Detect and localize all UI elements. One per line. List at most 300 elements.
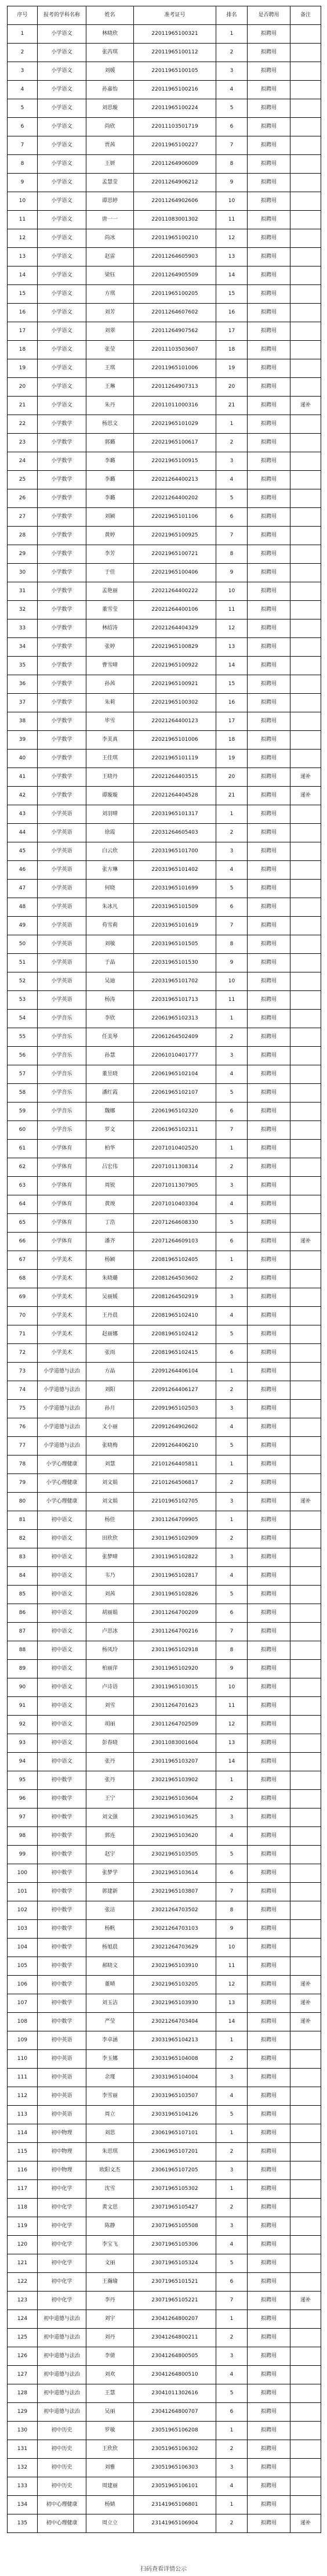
cell-note — [290, 1660, 321, 1678]
cell-name: 谭思婷 — [86, 192, 134, 211]
cell-seq: 50 — [8, 935, 38, 954]
cell-note — [290, 2329, 321, 2347]
cell-ticket: 23051965106208 — [134, 2422, 216, 2440]
table-row — [8, 471, 321, 489]
cell-seq: 9 — [8, 174, 38, 192]
cell-ticket: 22021965100915 — [134, 452, 216, 471]
cell-subject: 小学语文 — [38, 266, 86, 285]
cell-subject: 小学语文 — [38, 192, 86, 211]
cell-result: 拟聘用 — [248, 44, 290, 62]
cell-seq: 45 — [8, 842, 38, 861]
cell-name: 赵丽娜 — [86, 1325, 134, 1344]
cell-result: 拟聘用 — [248, 1121, 290, 1140]
cell-rank: 13 — [216, 248, 248, 266]
cell-seq: 91 — [8, 1697, 38, 1716]
cell-name: 唐一一 — [86, 211, 134, 229]
cell-name: 潘红霞 — [86, 1084, 134, 1103]
cell-note — [290, 25, 321, 44]
cell-rank: 11 — [216, 1957, 248, 1976]
cell-subject: 小学体育 — [38, 1140, 86, 1158]
cell-seq: 109 — [8, 2031, 38, 2050]
cell-subject: 小学英语 — [38, 805, 86, 824]
cell-seq: 105 — [8, 1957, 38, 1976]
table-row — [8, 545, 321, 564]
cell-note: 递补 — [290, 1493, 321, 1511]
cell-result: 拟聘用 — [248, 1864, 290, 1883]
cell-ticket: 23011965102918 — [134, 1641, 216, 1660]
cell-result: 拟聘用 — [248, 155, 290, 174]
cell-name: 余瑾 — [86, 2069, 134, 2087]
cell-name: 张丹 — [86, 1753, 134, 1771]
cell-rank: 1 — [216, 1455, 248, 1474]
cell-rank: 4 — [216, 1307, 248, 1325]
cell-ticket: 22081965102412 — [134, 1325, 216, 1344]
table-row — [8, 657, 321, 675]
cell-result: 拟聘用 — [248, 1641, 290, 1660]
cell-note — [290, 211, 321, 229]
cell-note — [290, 657, 321, 675]
cell-seq: 108 — [8, 2013, 38, 2031]
cell-ticket: 22021965100406 — [134, 564, 216, 582]
cell-subject: 小学音乐 — [38, 1047, 86, 1065]
header-note: 备注 — [290, 6, 321, 25]
cell-subject: 小学语文 — [38, 359, 86, 378]
table-row — [8, 211, 321, 229]
cell-ticket: 22031965101402 — [134, 861, 216, 880]
cell-ticket: 23071965105306 — [134, 2236, 216, 2254]
cell-name: 刘欢 — [86, 2366, 134, 2384]
cell-result: 拟聘用 — [248, 917, 290, 935]
cell-result: 拟聘用 — [248, 2254, 290, 2273]
cell-subject: 初中数学 — [38, 1976, 86, 1994]
cell-note — [290, 1808, 321, 1827]
cell-ticket: 22031965101700 — [134, 842, 216, 861]
cell-note — [290, 1288, 321, 1307]
cell-note — [290, 824, 321, 842]
cell-name: 朱冰凡 — [86, 898, 134, 917]
cell-note — [290, 341, 321, 359]
cell-result: 拟聘用 — [248, 2459, 290, 2477]
cell-subject: 小学数学 — [38, 434, 86, 452]
cell-result: 拟聘用 — [248, 1678, 290, 1697]
cell-rank: 6 — [216, 1103, 248, 1121]
cell-subject: 初中语文 — [38, 1511, 86, 1530]
table-body — [8, 25, 321, 2533]
cell-seq: 76 — [8, 1418, 38, 1437]
cell-result: 拟聘用 — [248, 1288, 290, 1307]
cell-name: 张莹 — [86, 341, 134, 359]
cell-note — [290, 1567, 321, 1586]
cell-note — [290, 1325, 321, 1344]
cell-ticket: 23041264800707 — [134, 2403, 216, 2422]
cell-seq: 102 — [8, 1901, 38, 1920]
table-row — [8, 1920, 321, 1939]
table-row — [8, 880, 321, 898]
cell-result: 拟聘用 — [248, 1251, 290, 1270]
cell-subject: 小学数学 — [38, 471, 86, 489]
cell-rank: 18 — [216, 731, 248, 750]
cell-name: 白云欣 — [86, 842, 134, 861]
cell-result: 拟聘用 — [248, 62, 290, 81]
cell-rank: 1 — [216, 2031, 248, 2050]
cell-seq: 101 — [8, 1883, 38, 1901]
cell-seq: 60 — [8, 1121, 38, 1140]
cell-seq: 135 — [8, 2514, 38, 2533]
table-row — [8, 527, 321, 545]
cell-ticket: 22011264907562 — [134, 322, 216, 341]
table-row — [8, 341, 321, 359]
cell-seq: 112 — [8, 2087, 38, 2106]
cell-subject: 初中历史 — [38, 2422, 86, 2440]
cell-rank: 7 — [216, 1121, 248, 1140]
cell-subject: 初中历史 — [38, 2440, 86, 2459]
cell-result: 拟聘用 — [248, 935, 290, 954]
cell-name: 刘思 — [86, 2124, 134, 2143]
cell-subject: 小学数学 — [38, 675, 86, 694]
table-row — [8, 1158, 321, 1177]
cell-name: 尚冰 — [86, 229, 134, 248]
cell-subject: 初中数学 — [38, 1864, 86, 1883]
table-row — [8, 2180, 321, 2199]
cell-note — [290, 2217, 321, 2236]
cell-ticket: 22011103501719 — [134, 118, 216, 136]
cell-rank: 2 — [216, 1530, 248, 1548]
cell-result: 拟聘用 — [248, 1827, 290, 1846]
cell-ticket: 22021965100925 — [134, 527, 216, 545]
cell-subject: 初中化学 — [38, 2199, 86, 2217]
cell-ticket: 22011264902606 — [134, 192, 216, 211]
table-row — [8, 1697, 321, 1716]
cell-name: 林绍涛 — [86, 619, 134, 638]
cell-name: 欧阳文杰 — [86, 2161, 134, 2180]
cell-seq: 32 — [8, 601, 38, 619]
cell-ticket: 22071010402520 — [134, 1140, 216, 1158]
cell-note — [290, 1400, 321, 1418]
cell-rank: 18 — [216, 341, 248, 359]
cell-ticket: 22071010403304 — [134, 1195, 216, 1214]
cell-seq: 59 — [8, 1103, 38, 1121]
cell-ticket: 23011264700209 — [134, 1604, 216, 1623]
cell-rank: 3 — [216, 1548, 248, 1567]
cell-ticket: 22031264605403 — [134, 824, 216, 842]
cell-name: 曹雪晴 — [86, 657, 134, 675]
cell-rank: 5 — [216, 489, 248, 508]
cell-name: 王丹晨 — [86, 1307, 134, 1325]
cell-seq: 6 — [8, 118, 38, 136]
cell-rank: 10 — [216, 1939, 248, 1957]
cell-rank: 3 — [216, 842, 248, 861]
cell-name: 黄婷 — [86, 527, 134, 545]
cell-seq: 133 — [8, 2477, 38, 2496]
cell-result: 拟聘用 — [248, 471, 290, 489]
cell-note — [290, 118, 321, 136]
cell-subject: 小学数学 — [38, 768, 86, 787]
cell-result: 拟聘用 — [248, 1307, 290, 1325]
cell-rank: 7 — [216, 527, 248, 545]
cell-name: 彭春晓 — [86, 1734, 134, 1753]
cell-result: 拟聘用 — [248, 2217, 290, 2236]
cell-subject: 初中道德与法治 — [38, 2384, 86, 2403]
table-row — [8, 81, 321, 99]
cell-rank: 17 — [216, 712, 248, 731]
cell-ticket: 22071011307905 — [134, 1177, 216, 1195]
cell-note: 递补 — [290, 2013, 321, 2031]
cell-rank: 20 — [216, 768, 248, 787]
cell-subject: 初中物理 — [38, 2124, 86, 2143]
table-row — [8, 712, 321, 731]
cell-rank: 7 — [216, 917, 248, 935]
cell-note — [290, 861, 321, 880]
cell-name: 李宝飞 — [86, 2236, 134, 2254]
cell-subject: 小学语文 — [38, 211, 86, 229]
cell-seq: 38 — [8, 712, 38, 731]
cell-rank: 14 — [216, 657, 248, 675]
table-row — [8, 2031, 321, 2050]
cell-seq: 18 — [8, 341, 38, 359]
table-row — [8, 601, 321, 619]
cell-result: 拟聘用 — [248, 2384, 290, 2403]
cell-seq: 21 — [8, 397, 38, 415]
cell-seq: 97 — [8, 1808, 38, 1827]
cell-subject: 初中数学 — [38, 1846, 86, 1864]
cell-result: 拟聘用 — [248, 657, 290, 675]
cell-subject: 初中道德与法治 — [38, 2310, 86, 2329]
table-row — [8, 1660, 321, 1678]
cell-ticket: 22021965101006 — [134, 731, 216, 750]
cell-rank: 3 — [216, 1493, 248, 1511]
cell-note — [290, 1920, 321, 1939]
cell-rank: 4 — [216, 2366, 248, 2384]
cell-rank: 4 — [216, 81, 248, 99]
cell-name: 郭建新 — [86, 1883, 134, 1901]
cell-name: 刘羽晴 — [86, 805, 134, 824]
cell-note — [290, 452, 321, 471]
table-row — [8, 935, 321, 954]
cell-ticket: 22061010401777 — [134, 1047, 216, 1065]
cell-seq: 121 — [8, 2254, 38, 2273]
cell-result: 拟聘用 — [248, 1994, 290, 2013]
cell-result: 拟聘用 — [248, 434, 290, 452]
cell-name: 王晓丹 — [86, 768, 134, 787]
cell-seq: 77 — [8, 1437, 38, 1455]
table-row — [8, 1065, 321, 1084]
cell-ticket: 22091264406127 — [134, 1381, 216, 1400]
cell-ticket: 22081264502919 — [134, 1288, 216, 1307]
table-row — [8, 2422, 321, 2440]
cell-note — [290, 2366, 321, 2384]
cell-note — [290, 2106, 321, 2124]
table-row — [8, 1028, 321, 1047]
cell-subject: 初中语文 — [38, 1716, 86, 1734]
cell-note — [290, 750, 321, 768]
cell-rank: 2 — [216, 2199, 248, 2217]
cell-subject: 小学数学 — [38, 545, 86, 564]
cell-result: 拟聘用 — [248, 248, 290, 266]
cell-note — [290, 1214, 321, 1233]
cell-result: 拟聘用 — [248, 1474, 290, 1493]
table-row — [8, 1771, 321, 1790]
cell-note — [290, 2143, 321, 2161]
cell-subject: 小学数学 — [38, 508, 86, 527]
table-row — [8, 1103, 321, 1121]
cell-rank: 4 — [216, 471, 248, 489]
cell-note — [290, 2403, 321, 2422]
table-row — [8, 1939, 321, 1957]
cell-note — [290, 935, 321, 954]
cell-subject: 初中心理健康 — [38, 2496, 86, 2514]
table-row — [8, 1883, 321, 1901]
cell-name: 方晶 — [86, 1363, 134, 1381]
cell-name: 文小丽 — [86, 1418, 134, 1437]
cell-result: 拟聘用 — [248, 1604, 290, 1623]
cell-seq: 116 — [8, 2161, 38, 2180]
cell-subject: 初中数学 — [38, 1957, 86, 1976]
cell-name: 朱莉 — [86, 694, 134, 712]
cell-subject: 小学语文 — [38, 62, 86, 81]
cell-seq: 56 — [8, 1047, 38, 1065]
cell-name: 朱思琪 — [86, 2143, 134, 2161]
cell-result: 拟聘用 — [248, 694, 290, 712]
cell-rank: 2 — [216, 1028, 248, 1047]
cell-rank: 12 — [216, 1716, 248, 1734]
cell-seq: 104 — [8, 1939, 38, 1957]
cell-subject: 初中英语 — [38, 2031, 86, 2050]
cell-ticket: 23011965103015 — [134, 1678, 216, 1697]
cell-note — [290, 1939, 321, 1957]
cell-result: 拟聘用 — [248, 2124, 290, 2143]
cell-seq: 25 — [8, 471, 38, 489]
cell-ticket: 22011264907313 — [134, 378, 216, 397]
cell-subject: 小学英语 — [38, 824, 86, 842]
cell-result: 拟聘用 — [248, 1957, 290, 1976]
cell-ticket: 22031965101702 — [134, 972, 216, 991]
cell-ticket: 22021264400123 — [134, 712, 216, 731]
cell-note — [290, 1307, 321, 1325]
cell-rank: 5 — [216, 2384, 248, 2403]
table-row — [8, 1325, 321, 1344]
cell-rank: 3 — [216, 1047, 248, 1065]
cell-result: 拟聘用 — [248, 619, 290, 638]
cell-rank: 2 — [216, 2143, 248, 2161]
table-row — [8, 2087, 321, 2106]
cell-name: 孟慧莹 — [86, 174, 134, 192]
cell-ticket: 22021264404528 — [134, 787, 216, 805]
cell-ticket: 22031965101713 — [134, 991, 216, 1010]
cell-note — [290, 1028, 321, 1047]
cell-result: 拟聘用 — [248, 1381, 290, 1400]
cell-ticket: 23021965103614 — [134, 1864, 216, 1883]
cell-result: 拟聘用 — [248, 1901, 290, 1920]
cell-rank: 15 — [216, 675, 248, 694]
table-row — [8, 564, 321, 582]
cell-rank: 3 — [216, 62, 248, 81]
cell-name: 于晶 — [86, 954, 134, 972]
table-row — [8, 2013, 321, 2031]
cell-ticket: 23021264703629 — [134, 1939, 216, 1957]
cell-result: 拟聘用 — [248, 2403, 290, 2422]
cell-subject: 初中化学 — [38, 2292, 86, 2310]
cell-rank: 2 — [216, 44, 248, 62]
cell-note: 递补 — [290, 1994, 321, 2013]
cell-subject: 小学数学 — [38, 564, 86, 582]
cell-rank: 13 — [216, 1734, 248, 1753]
cell-result: 拟聘用 — [248, 25, 290, 44]
cell-result: 拟聘用 — [248, 2236, 290, 2254]
cell-ticket: 23031965104004 — [134, 2069, 216, 2087]
cell-rank: 12 — [216, 229, 248, 248]
table-row — [8, 694, 321, 712]
cell-name: 梁钰 — [86, 266, 134, 285]
cell-rank: 7 — [216, 1883, 248, 1901]
cell-result: 拟聘用 — [248, 2440, 290, 2459]
cell-rank: 8 — [216, 1901, 248, 1920]
table-row — [8, 824, 321, 842]
cell-name: 吴迪 — [86, 972, 134, 991]
cell-note — [290, 2254, 321, 2273]
cell-note — [290, 1827, 321, 1846]
cell-seq: 20 — [8, 378, 38, 397]
cell-result: 拟聘用 — [248, 1344, 290, 1363]
cell-name: 周锐 — [86, 1177, 134, 1195]
cell-subject: 小学数学 — [38, 601, 86, 619]
cell-name: 沈雪 — [86, 2180, 134, 2199]
cell-rank: 14 — [216, 2013, 248, 2031]
cell-seq: 5 — [8, 99, 38, 118]
cell-ticket: 23061965107205 — [134, 2161, 216, 2180]
cell-ticket: 23021264703404 — [134, 2013, 216, 2031]
cell-result: 拟聘用 — [248, 1697, 290, 1716]
cell-rank: 19 — [216, 750, 248, 768]
cell-result: 拟聘用 — [248, 1028, 290, 1047]
cell-result: 拟聘用 — [248, 508, 290, 527]
cell-subject: 初中化学 — [38, 2254, 86, 2273]
table-row — [8, 2254, 321, 2273]
table-row — [8, 1177, 321, 1195]
cell-note — [290, 991, 321, 1010]
cell-ticket: 23061965107101 — [134, 2124, 216, 2143]
cell-name: 吴丽媛 — [86, 1288, 134, 1307]
cell-name: 刘阳 — [86, 1381, 134, 1400]
cell-result: 拟聘用 — [248, 2310, 290, 2329]
cell-rank: 2 — [216, 2514, 248, 2533]
cell-ticket: 23021965103205 — [134, 1976, 216, 1994]
table-row — [8, 1753, 321, 1771]
cell-rank: 11 — [216, 211, 248, 229]
cell-result: 拟聘用 — [248, 1400, 290, 1418]
cell-ticket: 22011264906009 — [134, 155, 216, 174]
cell-ticket: 22021965100921 — [134, 675, 216, 694]
cell-subject: 初中数学 — [38, 2013, 86, 2031]
cell-ticket: 23071965101521 — [134, 2273, 216, 2292]
cell-subject: 初中语文 — [38, 1530, 86, 1548]
cell-ticket: 22011264607602 — [134, 304, 216, 322]
table-row — [8, 1084, 321, 1103]
cell-ticket: 23021264703103 — [134, 1920, 216, 1939]
cell-result: 拟聘用 — [248, 1660, 290, 1678]
cell-note — [290, 44, 321, 62]
table-row — [8, 750, 321, 768]
cell-note — [290, 972, 321, 991]
cell-rank: 10 — [216, 972, 248, 991]
cell-ticket: 23021965103505 — [134, 1846, 216, 1864]
table-row — [8, 1678, 321, 1697]
cell-note — [290, 1883, 321, 1901]
cell-subject: 小学美术 — [38, 1288, 86, 1307]
cell-seq: 1 — [8, 25, 38, 44]
cell-rank: 5 — [216, 2254, 248, 2273]
cell-subject: 初中语文 — [38, 1586, 86, 1604]
cell-result: 拟聘用 — [248, 322, 290, 341]
